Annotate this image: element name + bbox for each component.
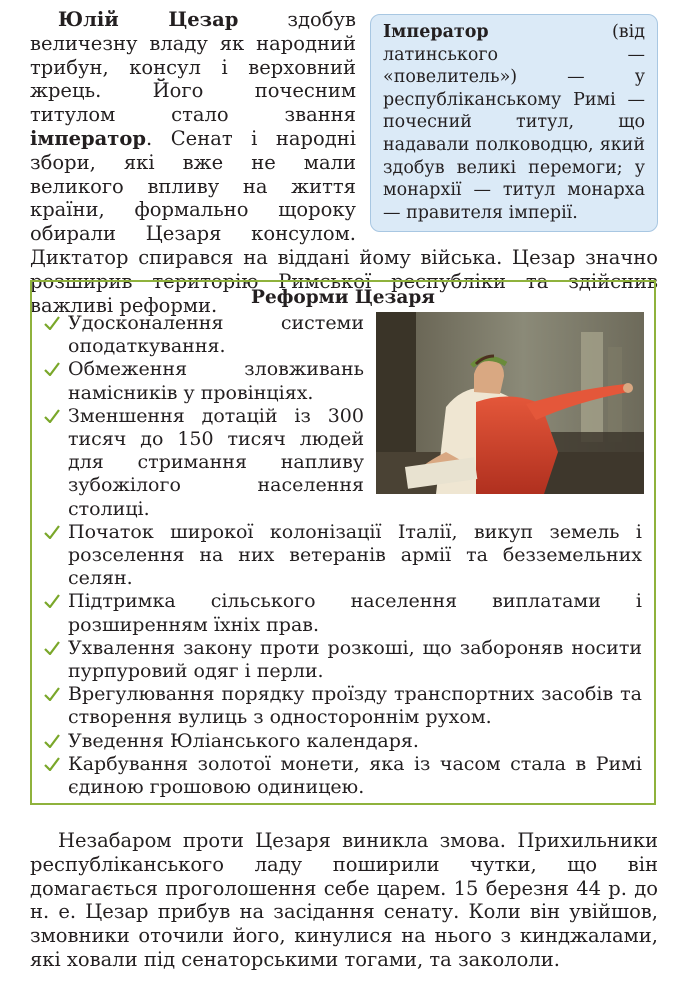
definition-box [370,14,658,232]
list-item [44,683,642,729]
check-mark-icon [44,525,60,539]
check-mark-icon [44,316,60,330]
check-mark-icon [44,687,60,701]
reform-text: Ухвалення закону проти розкоші, що забороняв носити пурпуровий одяг і перли. [68,636,642,683]
definition-text [383,21,645,224]
list-item [44,590,642,636]
check-mark-icon [44,594,60,608]
check-mark-icon [44,734,60,748]
check-mark-icon [44,409,60,423]
reform-text: Початок широкої колонізації Італії, викуп земель і розселення на них ветеранів армії та безземельних селян. [68,520,642,590]
list-item [44,753,642,799]
reform-text: Карбування золотої монети, яка із часом стала в Римі єдиною грошовою одиницею. [68,752,642,799]
outro-section [30,829,658,972]
list-item [44,730,642,753]
check-mark-icon [44,757,60,771]
intro-section [30,8,658,317]
list-item [44,521,642,591]
reforms-list [44,312,642,799]
reform-text: Обмеження зловживань намісників у провінціях. [68,358,364,404]
check-mark-icon [44,362,60,376]
reform-text: Уведення Юліанського календаря. [68,729,419,752]
reform-text: Врегулювання порядку проїзду транспортних засобів та створення вулиць з одностороннім рухом. [68,683,642,729]
intro-text-2: . Сенат і народні збори, які вже не мали великого впливу на життя країни, формально щороку обирали Цезаря консулом. Диктатор спирався на віддані йому війська. Цезар значно розширив територію Римської республіки та здійснив важливі реформи. [30,126,658,317]
outro-paragraph: Незабаром проти Цезаря виникла змова. Прихильники республіканського ладу поширили чутки, що він домагається проголошення себе царем. 15 березня 44 р. до н. е. Цезар прибув на засідання сенату. Коли він увійшов, змовники оточили його, кинулися на нього з кинджалами, які ховали під сенаторськими тогами, та закололи. [30,829,658,971]
intro-term: імператор [30,126,147,150]
reform-text: Зменшення дотацій із 300 тисяч до 150 тисяч людей для стримання напливу зубожілого населення столиці. [68,404,364,520]
reforms-title: Реформи Цезаря [251,287,435,308]
definition-body: (від латинського — «повелитель») — у республіканському Римі — почесний титул, що надавали полководцю, який здобув великі перемоги; у монархії — титул монарха — правителя імперії. [383,22,645,223]
list-item [44,637,642,683]
intro-text-1: здобув величезну владу як народний трибун, консул і верховний жрець. Його почесним титулом стало звання [30,8,356,127]
list-item [44,358,642,404]
definition-term: Імператор [383,22,489,42]
check-mark-icon [44,641,60,655]
list-item [44,405,642,521]
reforms-frame [30,280,656,805]
reform-text: Удосконалення системи оподаткування. [68,312,364,358]
reform-text: Підтримка сільського населення виплатами і розширенням їхніх прав. [68,590,642,636]
intro-title-term: Юлій Цезар [58,8,239,31]
list-item [44,312,642,358]
